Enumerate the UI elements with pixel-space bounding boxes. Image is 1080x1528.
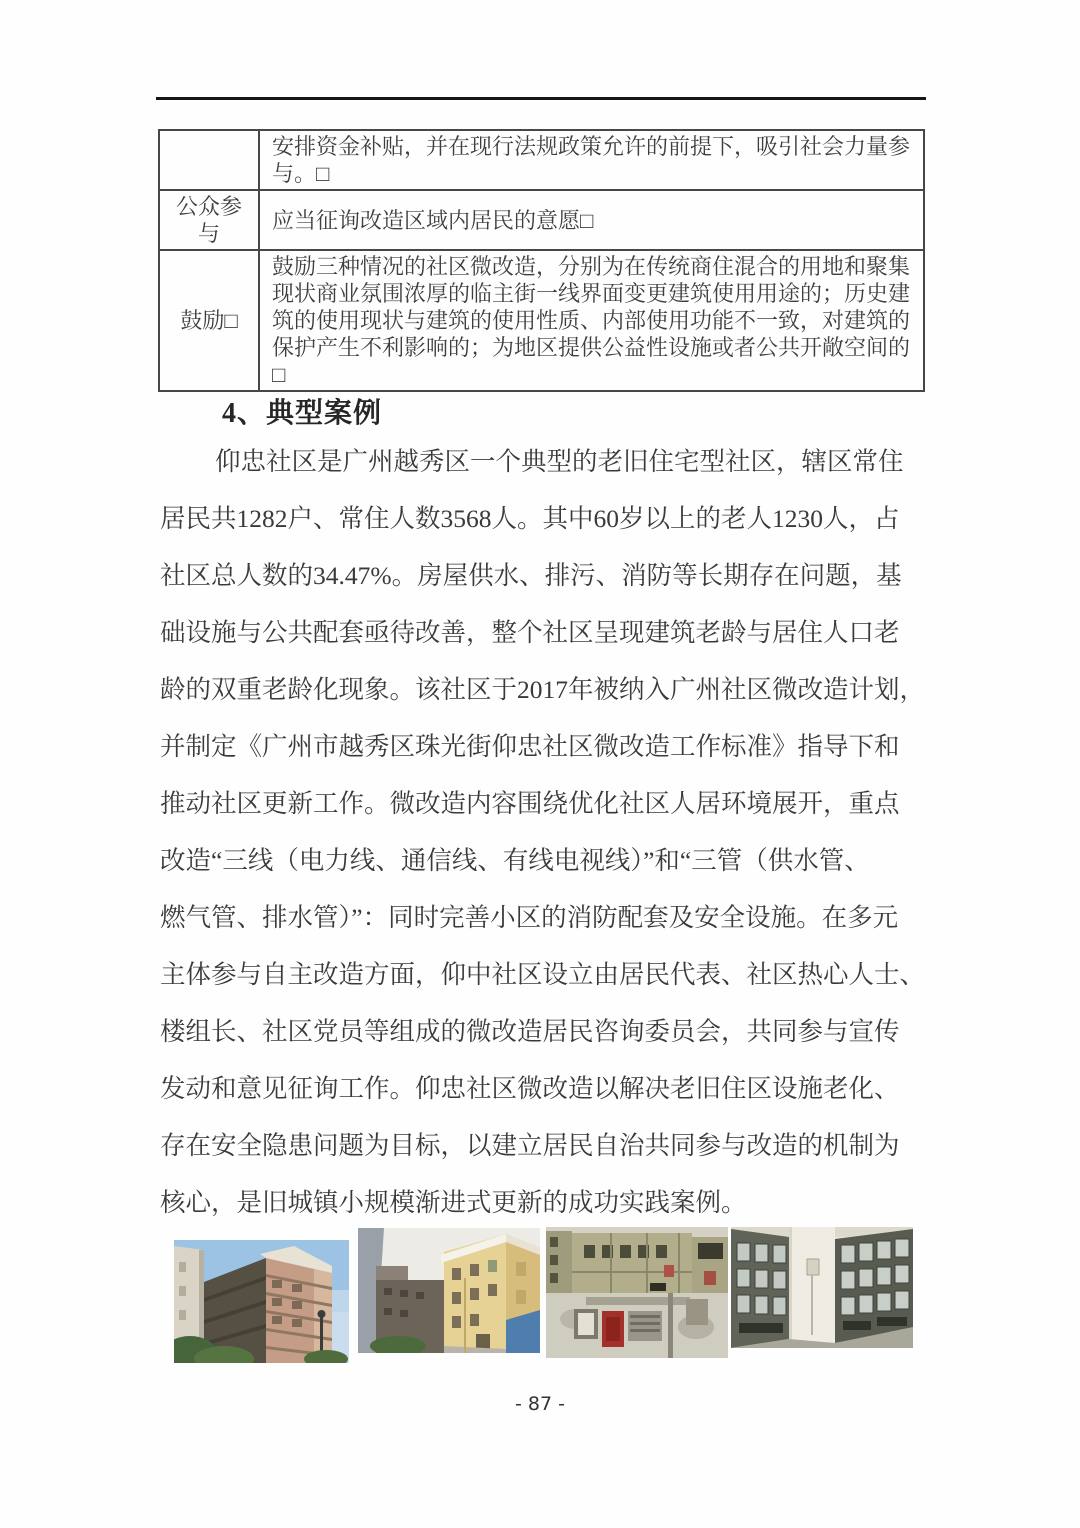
table-row: [159, 130, 924, 190]
page-number: - 87 -: [515, 1393, 565, 1415]
aged-electric-meter-boxes-photo: [546, 1227, 728, 1358]
cell-text-line: □: [272, 362, 286, 387]
paragraph-line: 居民共1282户、常住人数3568人。其中60岁以上的老人1230人，占: [160, 504, 900, 533]
paragraph-line: 并制定《广州市越秀区珠光街仰忠社区微改造工作标准》指导下和: [160, 732, 900, 761]
paragraph-line: 燃气管、排水管）”：同时完善小区的消防配套及安全设施。在多元: [160, 903, 899, 932]
paragraph-line: 础设施与公共配套亟待改善，整个社区呈现建筑老龄与居住人口老: [160, 618, 900, 647]
row-header-cell: [159, 250, 259, 391]
old-residential-building-photo: [174, 1240, 349, 1363]
row-content-cell: [259, 250, 924, 391]
header-rule: [156, 97, 926, 100]
cell-text-line: 应当征询改造区域内居民的意愿□: [272, 207, 594, 233]
paragraph-line: 核心，是旧城镇小规模渐进式更新的成功实践案例。: [160, 1188, 747, 1217]
cell-text-line: 鼓励三种情况的社区微改造，分别为在传统商住混合的用地和聚集: [272, 254, 911, 279]
row-content-cell: [259, 190, 924, 250]
body-paragraph: [160, 433, 938, 1231]
electric-meter-panels-photo: [731, 1227, 913, 1348]
table-row: [159, 190, 924, 250]
table-row: [159, 250, 924, 391]
paragraph-line: 社区总人数的34.47%。房屋供水、排污、消防等长期存在问题，基: [160, 561, 902, 590]
cell-text-line: 现状商业氛围浓厚的临主街一线界面变更建筑使用用途的；历史建: [272, 281, 911, 306]
row-header-text: 鼓励□: [180, 308, 238, 333]
paragraph-line: 改造“三线（电力线、通信线、有线电视线）”和“三管（供水管、: [160, 846, 870, 875]
meter-boxes-image: [546, 1227, 728, 1358]
meter-panels-image: [731, 1227, 913, 1348]
cell-text-line: 保护产生不利影响的；为地区提供公益性设施或者公共开敞空间的: [272, 335, 911, 360]
paragraph-line: 推动社区更新工作。微改造内容围绕优化社区人居环境展开，重点: [160, 789, 900, 818]
row-header-text: 公众参: [175, 194, 242, 219]
policy-table: [158, 129, 925, 392]
yellow-building-image: [358, 1228, 540, 1353]
cell-text-line: 筑的使用现状与建筑的使用性质、内部使用功能不一致，对建筑的: [272, 308, 911, 333]
paragraph-line: 发动和意见征询工作。仰忠社区微改造以解决老旧住区设施老化、: [160, 1074, 900, 1103]
paragraph-line: 仰忠社区是广州越秀区一个典型的老旧住宅型社区，辖区常住: [215, 447, 904, 476]
section-heading: 4、典型案例: [222, 398, 383, 429]
paragraph-line: 主体参与自主改造方面，仰中社区设立由居民代表、社区热心人士、: [160, 960, 926, 989]
cell-text-line: 与。□: [272, 161, 330, 186]
cell-text-line: 安排资金补贴，并在现行法规政策允许的前提下，吸引社会力量参: [272, 134, 911, 159]
row-header-text: 与: [197, 221, 220, 246]
photo-strip: [174, 1227, 913, 1363]
paragraph-line: 龄的双重老龄化现象。该社区于2017年被纳入广州社区微改造计划，: [160, 675, 926, 704]
row-header-cell: [159, 130, 259, 190]
yellow-corner-building-photo: [358, 1228, 540, 1353]
old-building-image: [174, 1240, 349, 1363]
row-content-cell: [259, 130, 924, 190]
paragraph-line: 存在安全隐患问题为目标，以建立居民自治共同参与改造的机制为: [160, 1131, 900, 1160]
row-header-cell: [159, 190, 259, 250]
paragraph-line: 楼组长、社区党员等组成的微改造居民咨询委员会，共同参与宣传: [160, 1017, 900, 1046]
